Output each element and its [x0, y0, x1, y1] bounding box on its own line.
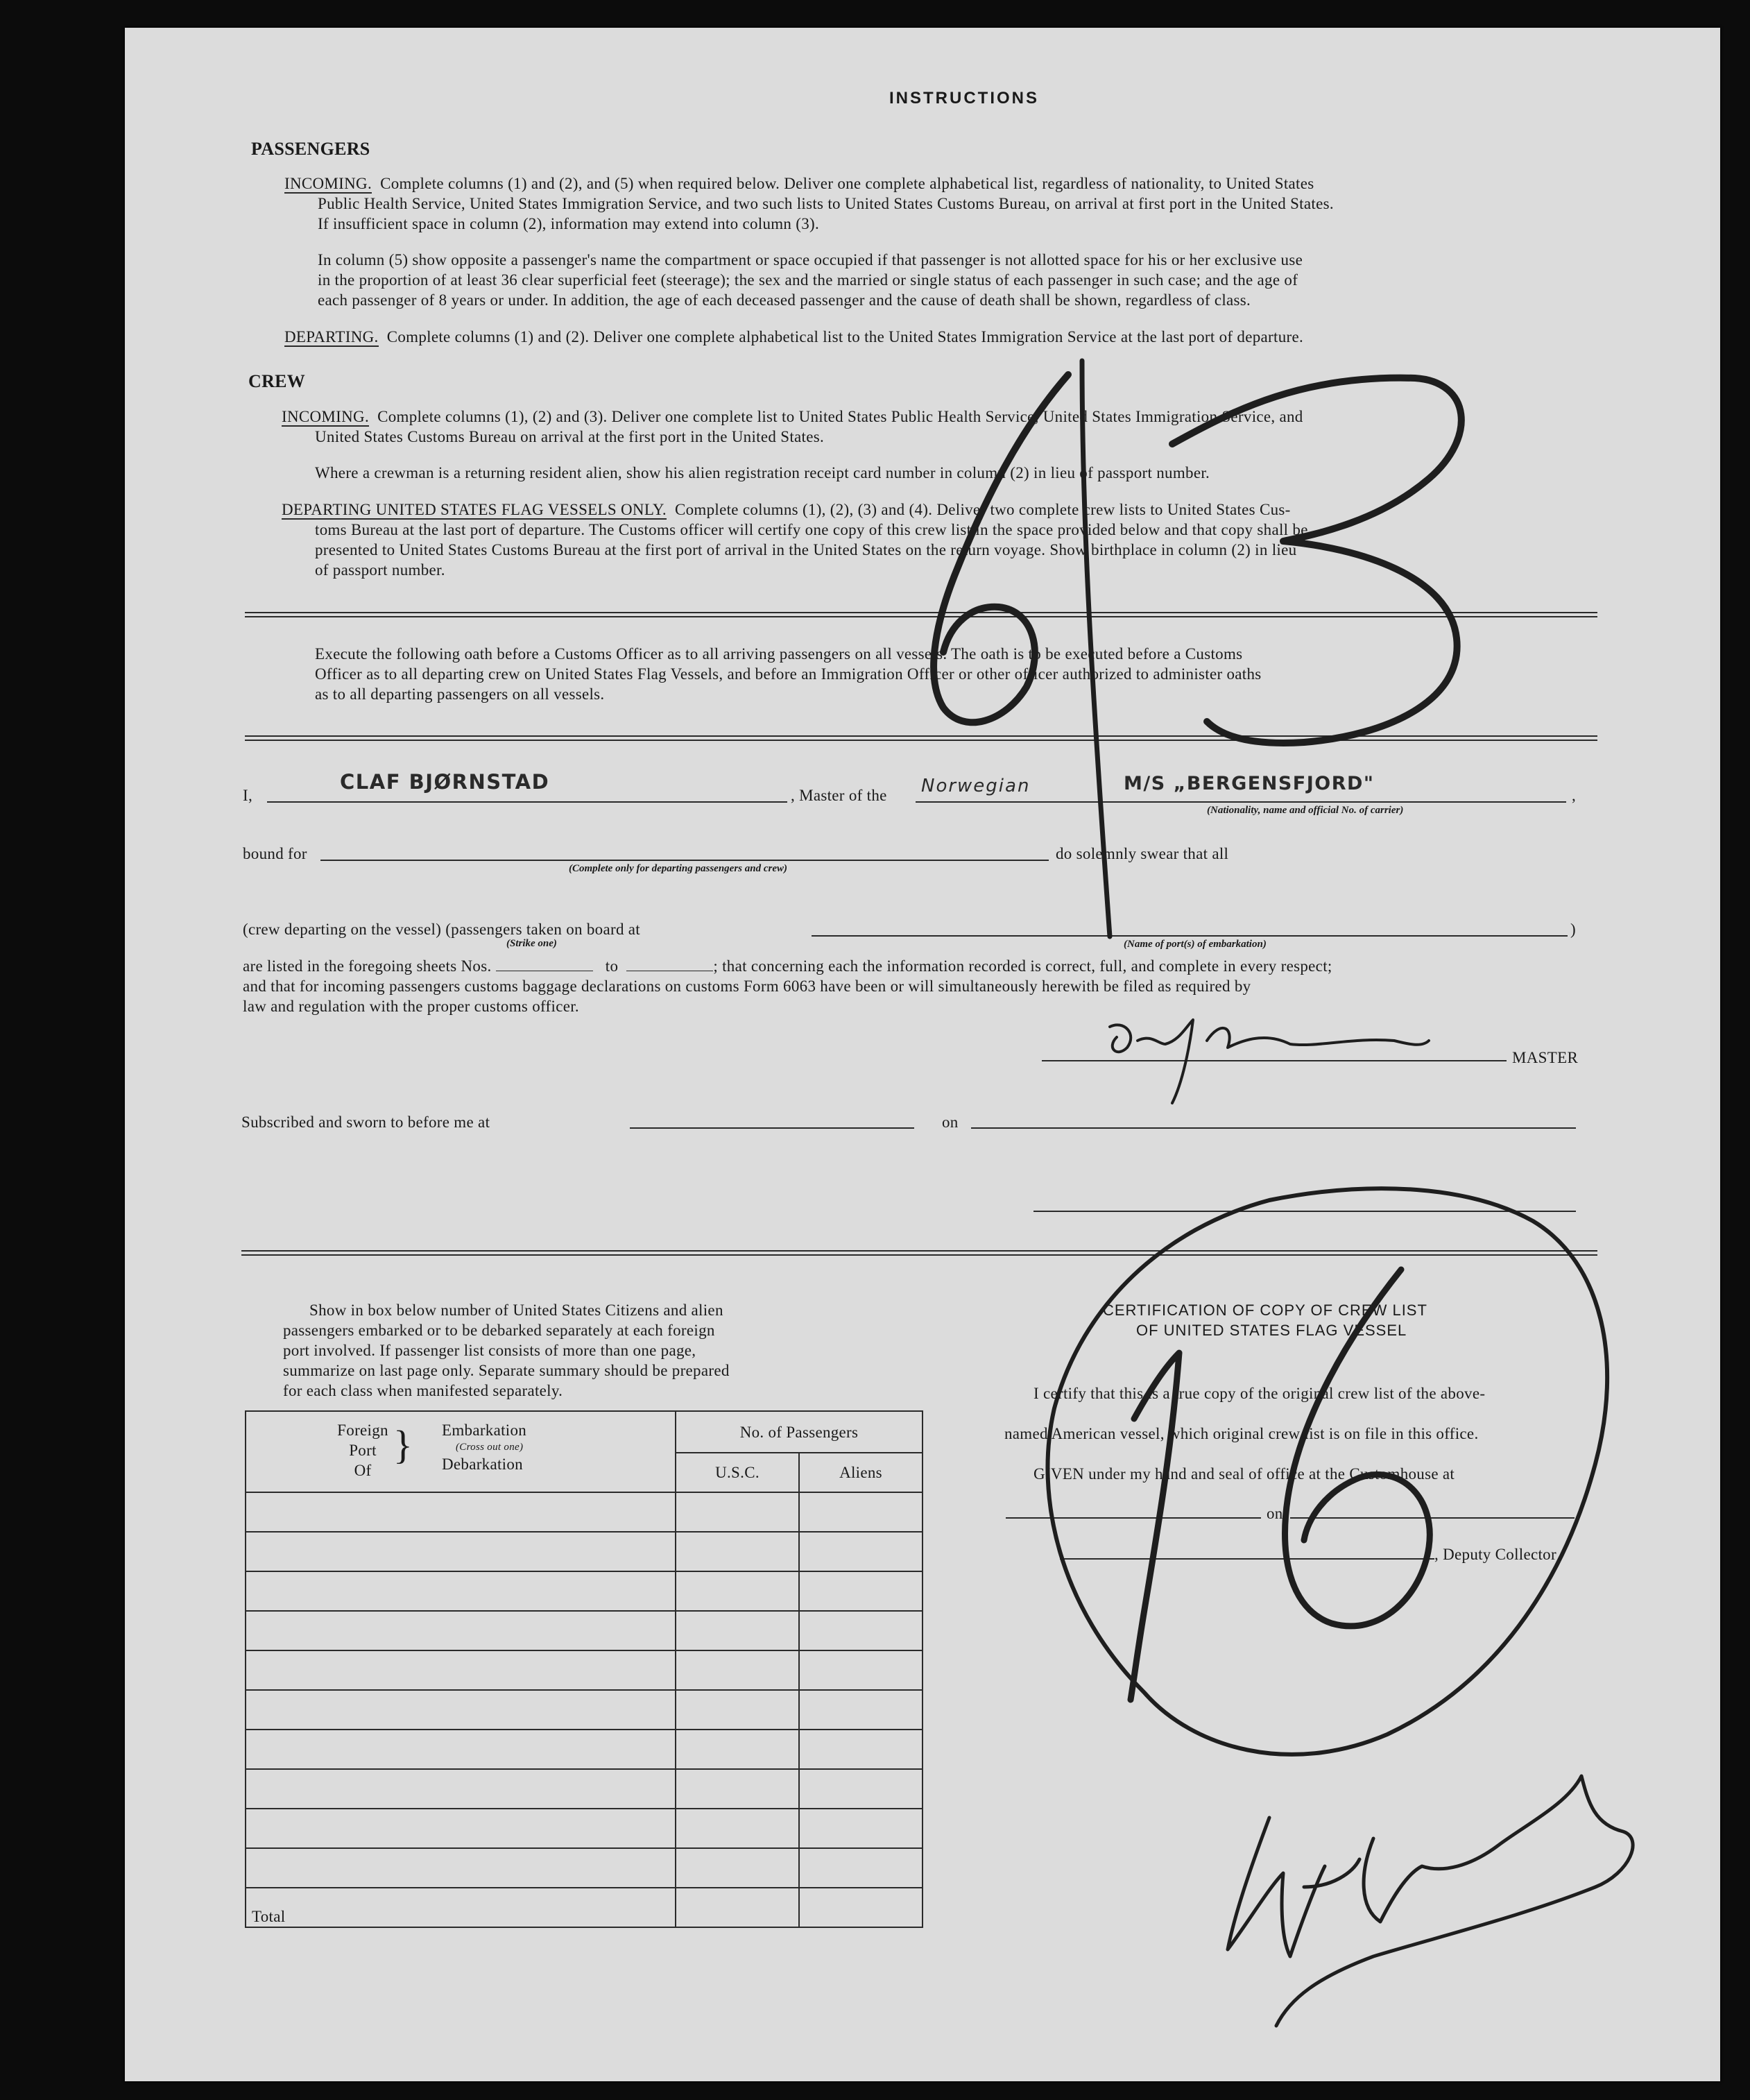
summary-note-line4: summarize on last page only. Separate summary should be prepared	[283, 1362, 730, 1379]
master-of-label: , Master of the	[791, 787, 887, 804]
passengers-heading: PASSENGERS	[251, 139, 370, 159]
bound-for-line	[320, 860, 1049, 861]
table-row	[246, 1650, 923, 1690]
ports-line	[812, 935, 1568, 937]
bound-for-label: bound for	[243, 845, 307, 862]
passengers-incoming-line2: Public Health Service, United States Immigration Service, and two such lists to United States Customs Bureau, on arrival at first port in the United States.	[318, 195, 1334, 212]
strike-one-caption: (Strike one)	[506, 938, 557, 949]
crew-departing-line4: of passport number.	[315, 561, 445, 579]
usc-header: U.S.C.	[676, 1453, 799, 1492]
summary-note-line2: passengers embarked or to be debarked separately at each foreign	[283, 1322, 715, 1339]
table-row	[246, 1809, 923, 1848]
crew-resident-line: Where a crewman is a returning resident alien, show his alien registration receipt card number in column (2) in lieu of passport number.	[315, 464, 1210, 481]
page-title: INSTRUCTIONS	[889, 89, 1039, 108]
table-row	[246, 1730, 923, 1769]
section-divider	[245, 735, 1597, 741]
no-passengers-header: No. of Passengers	[676, 1411, 923, 1453]
master-signature-line	[1042, 1060, 1507, 1061]
brace-glyph: }	[393, 1422, 413, 1467]
subscribed-date-line	[971, 1127, 1576, 1129]
master-name-line	[267, 801, 787, 803]
vessel-name-stamp: M/S „BERGENSFJORD"	[1124, 773, 1375, 794]
table-row	[246, 1492, 923, 1532]
certification-line2: named American vessel, which original crew list is on file in this office.	[1004, 1425, 1479, 1442]
deputy-signature-line	[1060, 1558, 1434, 1560]
subscribed-on-label: on	[942, 1113, 959, 1131]
oath-intro-line3: as to all departing passengers on all vessels.	[315, 685, 605, 703]
crew-departing-line1: DEPARTING UNITED STATES FLAG VESSELS ONLY. Complete columns (1), (2), (3) and (4). Deliver two complete crew lists to United States Cus-	[282, 501, 1291, 518]
aliens-header: Aliens	[799, 1453, 923, 1492]
table-total-row: Total	[246, 1888, 923, 1927]
crew-departing-line3: presented to United States Customs Bureau at the first port of arrival in the United States on the return voyage. Show birthplace in column (2) in lieu	[315, 541, 1297, 558]
certification-title-line2: OF UNITED STATES FLAG VESSEL	[1136, 1322, 1407, 1339]
crew-departing-line2: toms Bureau at the last port of departure. The Customs officer will certify one copy of this crew list in the space provided below and that copy shall be	[315, 521, 1308, 538]
crew-departing-label: (crew departing on the vessel) (passengers taken on board at	[243, 921, 640, 938]
section-divider	[241, 1250, 1597, 1256]
passenger-summary-table	[245, 1410, 923, 1928]
certification-line1: I certify that this is a true copy of the original crew list of the above-	[1033, 1385, 1486, 1402]
master-name-stamp: CLAF BJØRNSTAD	[340, 770, 550, 794]
ports-caption: (Name of port(s) of embarkation)	[1124, 939, 1267, 950]
port-header-cell	[246, 1411, 676, 1492]
certification-place-line	[1006, 1517, 1261, 1519]
carrier-line	[916, 801, 1566, 803]
passengers-col5-line1: In column (5) show opposite a passenger's name the compartment or space occupied if that passenger is not allotted space for his or her exclusive use	[318, 251, 1303, 268]
crew-incoming-line1: INCOMING. Complete columns (1), (2) and (3). Deliver one complete list to United States Public Health Service, United States Immigration Service, and	[282, 408, 1303, 425]
table-row	[246, 1690, 923, 1730]
certification-line3: GIVEN under my hand and seal of office at the Customhouse at	[1033, 1465, 1455, 1483]
passengers-departing-line: DEPARTING. Complete columns (1) and (2). Deliver one complete alphabetical list to the United States Immigration Service at the last port of departure.	[284, 328, 1304, 345]
table-row	[246, 1571, 923, 1611]
oath-intro-line1: Execute the following oath before a Customs Officer as to all arriving passengers on all vessels. The oath is to be executed before a Customs	[315, 645, 1243, 663]
master-label: MASTER	[1512, 1049, 1579, 1066]
crew-heading: CREW	[248, 371, 306, 391]
deputy-collector-label: , Deputy Collector	[1434, 1546, 1556, 1563]
table-row	[246, 1611, 923, 1650]
subscribed-label: Subscribed and sworn to before me at	[241, 1113, 490, 1131]
document-page	[125, 28, 1720, 2081]
passengers-incoming-label: INCOMING.	[284, 175, 372, 192]
oath-i-label: I,	[243, 787, 253, 804]
table-row	[246, 1532, 923, 1571]
summary-note-line5: for each class when manifested separately.	[283, 1382, 563, 1399]
listed-line2: and that for incoming passengers customs baggage declarations on customs Form 6063 have been or will simultaneously herewith be filed as required by	[243, 978, 1251, 995]
certification-date-line	[1290, 1517, 1575, 1519]
nationality-handwritten: Norwegian	[921, 776, 1031, 796]
subscribed-place-line	[630, 1127, 914, 1129]
close-paren: )	[1570, 921, 1576, 938]
bound-for-caption: (Complete only for departing passengers and crew)	[569, 863, 787, 874]
passengers-col5-line3: each passenger of 8 years or under. In addition, the age of each deceased passenger and the cause of death shall be shown, regardless of class.	[318, 291, 1251, 309]
port-header-labels: Foreign Port Of	[337, 1422, 388, 1479]
table-row	[246, 1769, 923, 1809]
section-divider	[245, 612, 1597, 617]
certification-title-line1: CERTIFICATION OF COPY OF CREW LIST	[1103, 1301, 1427, 1319]
officer-signature-line	[1033, 1211, 1576, 1212]
carrier-caption: (Nationality, name and official No. of carrier)	[1207, 805, 1404, 816]
listed-line1: are listed in the foregoing sheets Nos. to ; that concerning each the information recorded is correct, full, and complete in every respect;	[243, 957, 1332, 975]
passengers-incoming-line3: If insufficient space in column (2), information may extend into column (3).	[318, 215, 820, 232]
summary-note-line1: Show in box below number of United States Citizens and alien	[309, 1301, 723, 1319]
listed-line3: law and regulation with the proper customs officer.	[243, 998, 579, 1015]
passengers-incoming-line1: INCOMING. Complete columns (1) and (2), and (5) when required below. Deliver one complete alphabetical list, regardless of nationality, to United States	[284, 175, 1314, 192]
crew-incoming-line2: United States Customs Bureau on arrival at the first port in the United States.	[315, 428, 825, 445]
passengers-col5-line2: in the proportion of at least 36 clear superficial feet (steerage); the sex and the married or single status of each passenger in such case; and the age of	[318, 271, 1298, 289]
table-row	[246, 1848, 923, 1888]
comma: ,	[1572, 787, 1577, 804]
swear-label: do solemnly swear that all	[1056, 845, 1229, 862]
oath-intro-line2: Officer as to all departing crew on United States Flag Vessels, and before an Immigration Officer or other officer authorized to administer oaths	[315, 665, 1262, 683]
embark-debark-labels: Embarkation (Cross out one) Debarkation	[442, 1422, 527, 1473]
summary-note-line3: port involved. If passenger list consists of more than one page,	[283, 1342, 696, 1359]
certification-on-label: on	[1267, 1505, 1283, 1522]
